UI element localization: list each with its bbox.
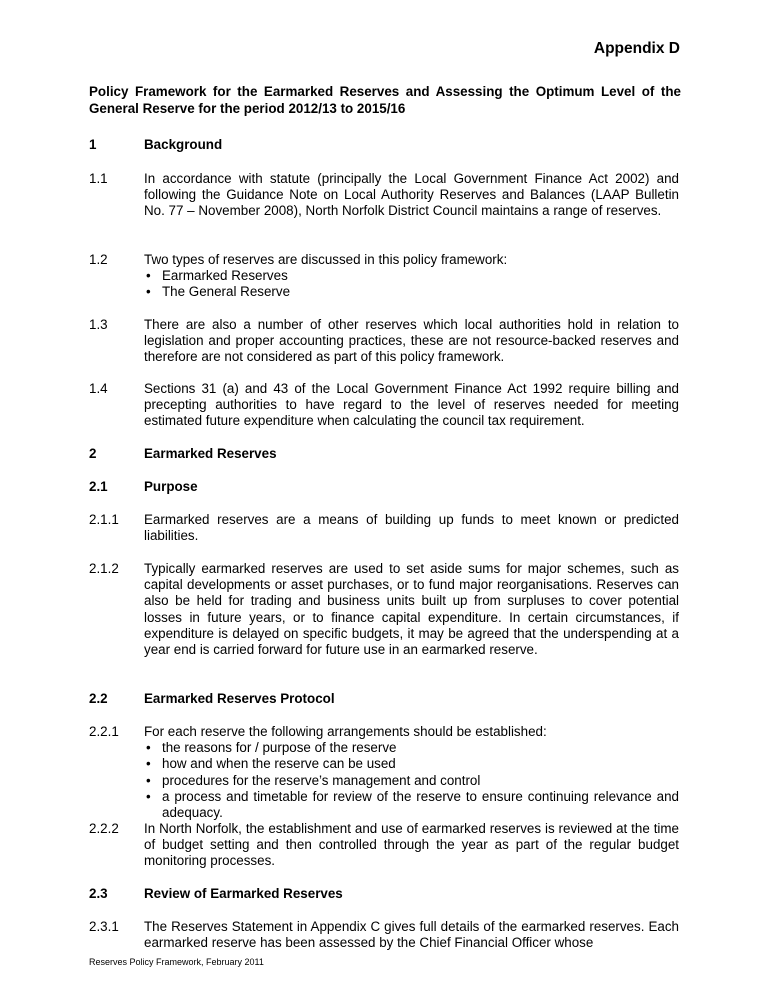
paragraph-1-1 (89, 171, 679, 220)
paragraph-text: Sections 31 (a) and 43 of the Local Government Finance Act 1992 require billing and precepting authorities to have regard to the level of reserves needed for meeting estimated future expenditure when calculating the council tax requirement. (144, 381, 679, 429)
section-2-1-heading (89, 479, 679, 495)
list-item: • The General Reserve (144, 284, 679, 300)
section-1-heading (89, 137, 679, 153)
paragraph-2-2-2 (89, 821, 679, 870)
paragraph-number: 2.2.1 (89, 724, 119, 739)
list-item: • Earmarked Reserves (144, 268, 679, 284)
paragraph-number: 1.1 (89, 171, 108, 186)
paragraph-number: 2.2.2 (89, 821, 119, 836)
section-2-2-heading (89, 691, 679, 707)
list-item: • the reasons for / purpose of the reserve (144, 740, 679, 756)
section-number: 2.1 (89, 479, 108, 494)
section-number: 2.2 (89, 691, 108, 706)
section-heading-text: Purpose (144, 479, 198, 494)
section-number: 1 (89, 137, 97, 152)
paragraph-text: Earmarked reserves are a means of building up funds to meet known or predicted liabilities. (144, 512, 679, 544)
list-item: • procedures for the reserve’s management and control (144, 773, 679, 789)
paragraph-1-3 (89, 317, 679, 366)
paragraph-number: 1.3 (89, 317, 108, 332)
paragraph-number: 2.1.2 (89, 561, 119, 576)
bullet-list (144, 740, 679, 821)
list-item: • how and when the reserve can be used (144, 756, 679, 772)
list-item: • a process and timetable for review of the reserve to ensure continuing relevance and adequacy. (144, 789, 679, 821)
paragraph-1-2 (89, 252, 679, 301)
section-heading-text: Earmarked Reserves (144, 446, 277, 461)
paragraph-number: 1.2 (89, 252, 108, 267)
section-2-heading (89, 446, 679, 462)
section-number: 2 (89, 446, 97, 461)
paragraph-text: The Reserves Statement in Appendix C gives full details of the earmarked reserves. Each earmarked reserve has been assessed by the Chief Financial Officer whose (144, 919, 679, 951)
paragraph-number: 2.1.1 (89, 512, 119, 527)
section-heading-text: Review of Earmarked Reserves (144, 886, 343, 901)
paragraph-2-1-1 (89, 512, 679, 544)
paragraph-1-4 (89, 381, 679, 430)
appendix-label: Appendix D (593, 40, 680, 57)
paragraph-2-3-1 (89, 919, 679, 951)
paragraph-text: For each reserve the following arrangements should be established: (144, 724, 547, 739)
paragraph-text: Typically earmarked reserves are used to set aside sums for major schemes, such as capital developments or asset purchases, or to fund major reorganisations. Reserves can also be held for trading and business units built up from surpluses to cover potential losses in future years, or to finance capital expenditure. In certain circumstances, if expenditure is delayed on specific budgets, it may be agreed that the underspending at a year end is carried forward for future use in an earmarked reserve. (144, 561, 679, 658)
document-title: Policy Framework for the Earmarked Reserves and Assessing the Optimum Level of the General Reserve for the period 2012/13 to 2015/16 (89, 84, 681, 116)
paragraph-number: 2.3.1 (89, 919, 119, 934)
paragraph-number: 1.4 (89, 381, 108, 396)
section-number: 2.3 (89, 886, 108, 901)
section-heading-text: Earmarked Reserves Protocol (144, 691, 335, 706)
section-heading-text: Background (144, 137, 223, 152)
paragraph-text: There are also a number of other reserves which local authorities hold in relation to legislation and proper accounting practices, these are not resource-backed reserves and therefore are not considered as part of this policy framework. (144, 317, 679, 365)
paragraph-2-1-2 (89, 561, 679, 658)
paragraph-2-2-1 (89, 724, 679, 821)
paragraph-text: In accordance with statute (principally the Local Government Finance Act 2002) and following the Guidance Note on Local Authority Reserves and Balances (LAAP Bulletin No. 77 – November 2008), North Norfolk District Council maintains a range of reserves. (144, 171, 679, 219)
bullet-list (144, 268, 679, 300)
page-footer: Reserves Policy Framework, February 2011 (89, 957, 264, 967)
section-2-3-heading (89, 886, 679, 902)
paragraph-text: Two types of reserves are discussed in this policy framework: (144, 252, 508, 267)
paragraph-text: In North Norfolk, the establishment and use of earmarked reserves is reviewed at the time of budget setting and then controlled through the year as part of the regular budget monitoring processes. (144, 821, 679, 869)
